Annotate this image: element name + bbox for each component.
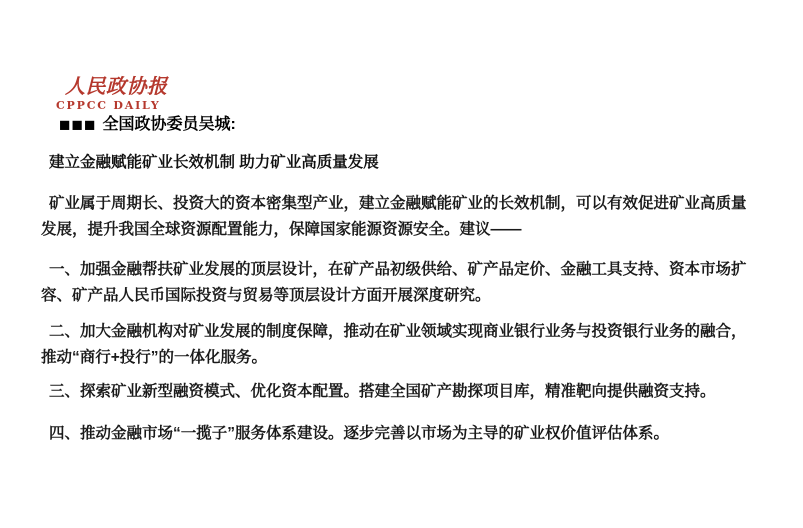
- paragraph-intro: 矿业属于周期长、投资大的资本密集型产业，建立金融赋能矿业的长效机制，可以有效促进矿业高质量发展，提升我国全球资源配置能力，保障国家能源资源安全。建议——: [41, 194, 747, 238]
- redacted-squares-icon: ■■■: [59, 114, 97, 136]
- cppcc-daily-logo-english: CPPCC DAILY: [56, 99, 161, 112]
- article-page: [41, 73, 757, 447]
- article-body: [41, 191, 757, 447]
- article-kicker: [59, 114, 757, 137]
- cppcc-daily-logo-chinese: 人民政协报: [65, 74, 168, 98]
- article-title: 建立金融赋能矿业长效机制 助力矿业高质量发展: [49, 153, 379, 171]
- paragraph-suggestion-3: 三、探索矿业新型融资模式、优化资本配置。搭建全国矿产勘探项目库，精准靶向提供融资支持。: [49, 382, 716, 400]
- paragraph-suggestion-2: 二、加大金融机构对矿业发展的制度保障，推动在矿业领域实现商业银行业务与投资银行业务的融合，推动“商行+投行”的一体化服务。: [41, 322, 747, 366]
- paragraph-suggestion-4: 四、推动金融市场“一揽子”服务体系建设。逐步完善以市场为主导的矿业权价值评估体系。: [49, 424, 670, 442]
- article-kicker-text: 全国政协委员吴城:: [102, 116, 236, 133]
- paragraph-suggestion-1: 一、加强金融帮扶矿业发展的顶层设计，在矿产品初级供给、矿产品定价、金融工具支持、资本市场扩容、矿产品人民币国际投资与贸易等顶层设计方面开展深度研究。: [41, 260, 747, 304]
